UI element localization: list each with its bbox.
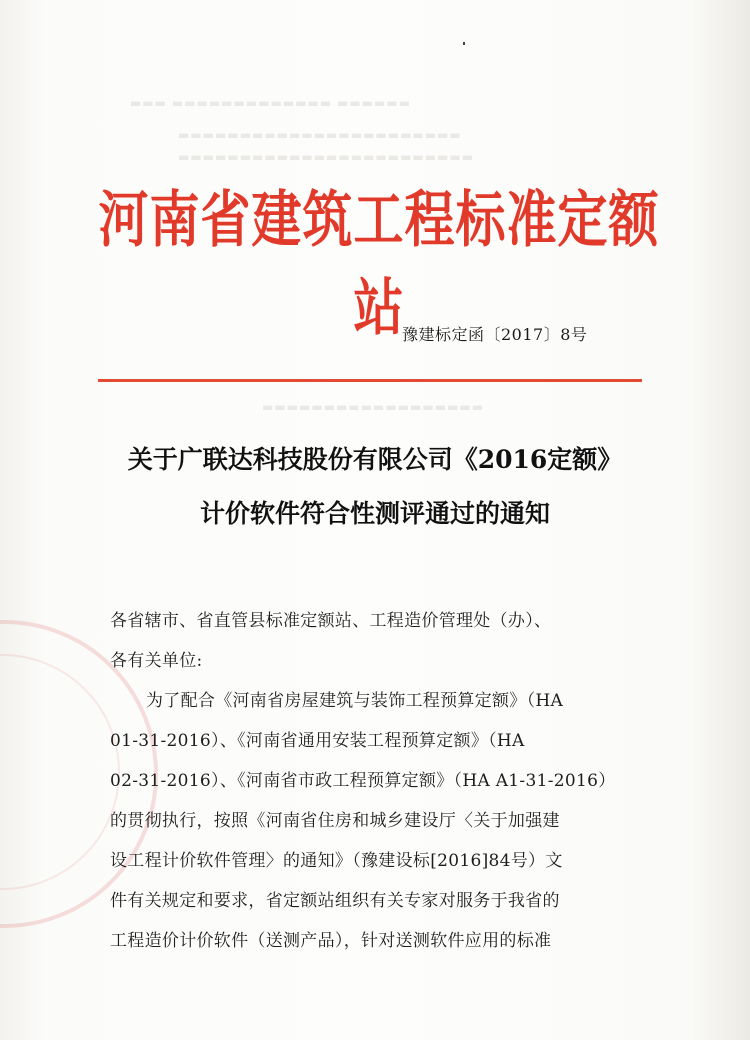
body-line-5: 02-31-2016）、《河南省市政工程预算定额》（HA A1-31-2016） bbox=[110, 771, 616, 791]
body-line-4: 01-31-2016）、《河南省通用安装工程预算定额》（HA bbox=[110, 731, 525, 751]
body-line-2: 各有关单位: bbox=[110, 651, 203, 671]
speck bbox=[463, 42, 465, 45]
notice-title-line-1: 关于广联达科技股份有限公司《2016定额》 bbox=[127, 445, 623, 474]
body-line-6: 的贯彻执行，按照《河南省住房和城乡建设厅〈关于加强建 bbox=[110, 811, 560, 831]
body-line-8: 件有关规定和要求，省定额站组织有关专家对服务于我省的 bbox=[110, 891, 560, 911]
show-through-text: ▬▬▬▬▬▬▬▬▬▬▬▬▬▬▬▬▬▬ bbox=[262, 400, 485, 414]
letterhead-divider bbox=[98, 379, 642, 382]
show-through-text: ▬▬▬▬▬▬▬▬▬▬▬▬▬▬▬▬▬▬▬▬▬▬▬ bbox=[178, 128, 462, 142]
body-line-3: 为了配合《河南省房屋建筑与装饰工程预算定额》（HA bbox=[146, 691, 564, 711]
show-through-text: ▬▬▬ ▬▬▬▬▬▬▬▬▬▬▬▬▬ ▬▬▬▬▬▬ bbox=[130, 96, 412, 110]
notice-title-line-2: 计价软件符合性测评通过的通知 bbox=[199, 499, 550, 528]
letterhead-title: 河南省建筑工程标准定额站 bbox=[98, 183, 660, 344]
show-through-text: ▬▬▬▬▬▬▬▬▬▬▬▬▬▬▬▬▬▬▬▬▬▬▬▬ bbox=[178, 150, 475, 164]
document-number: 豫建标定函〔2017〕8号 bbox=[402, 325, 588, 344]
body-line-9: 工程造价计价软件（送测产品），针对送测软件应用的标准 bbox=[110, 931, 552, 951]
body-line-1: 各省辖市、省直管县标准定额站、工程造价管理处（办）、 bbox=[110, 611, 552, 631]
body-line-7: 设工程计价软件管理〉的通知》（豫建设标[2016]84号）文 bbox=[110, 851, 563, 871]
